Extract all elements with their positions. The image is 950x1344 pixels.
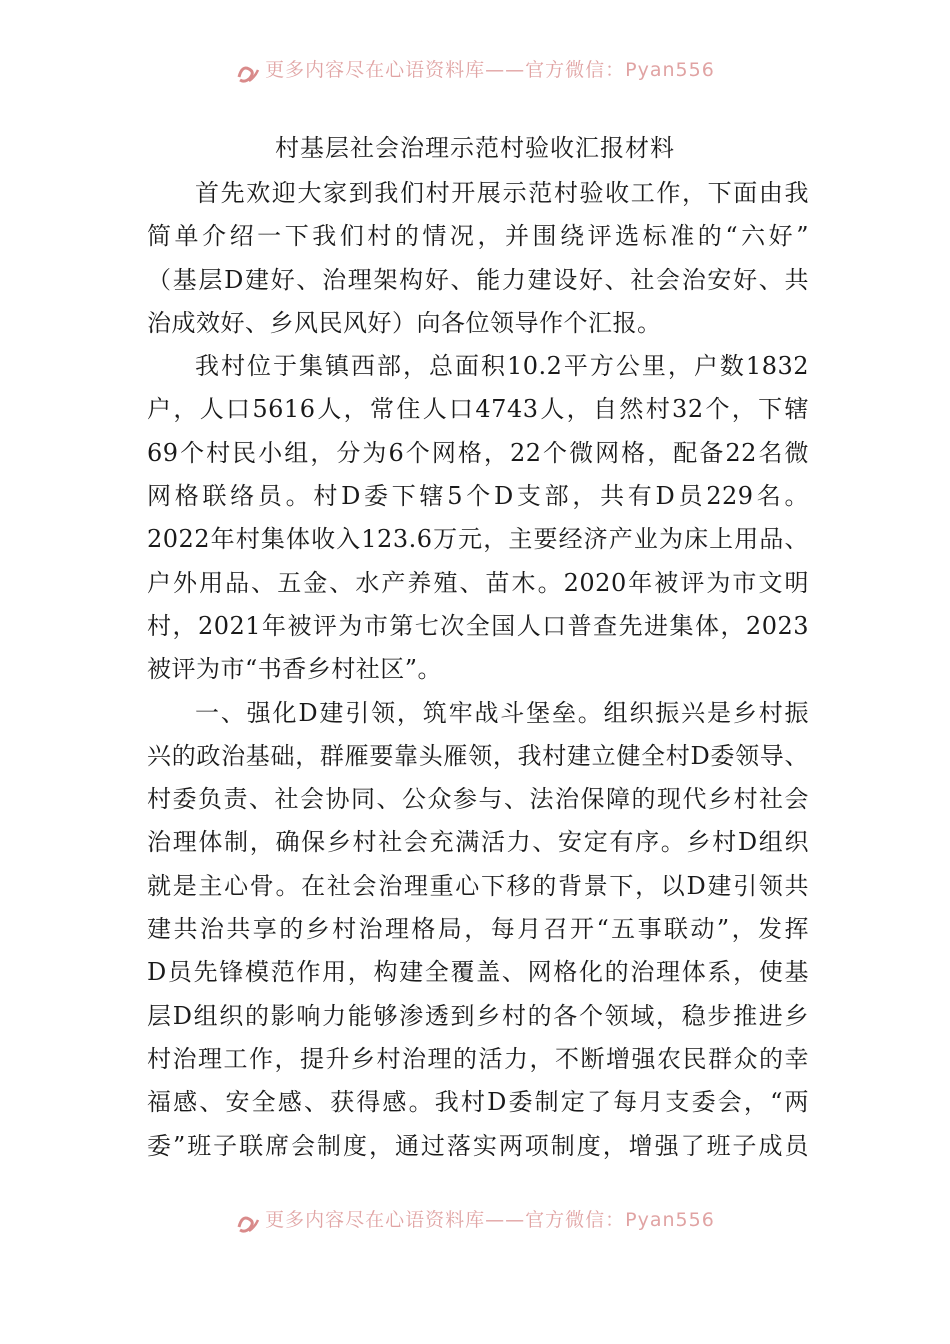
body-line: 被评为市“书香乡村社区”。 xyxy=(147,655,443,684)
body-line: 69个村民小组，分为6个网格，22个微网格，配备22名微 xyxy=(147,438,809,467)
watermark-logo-icon xyxy=(235,1211,261,1237)
body-line: 网格联络员。村D委下辖5个D支部，共有D员229名。 xyxy=(147,482,809,511)
body-line: 一、强化D建引领，筑牢战斗堡垒。组织振兴是乡村振 xyxy=(195,698,809,727)
body-line: 治成效好、乡风民风好）向各位领导作个汇报。 xyxy=(147,308,662,337)
body-line: 建共治共享的乡村治理格局，每月召开“五事联动”，发挥 xyxy=(147,915,809,944)
body-line: 村委负责、社会协同、公众参与、法治保障的现代乡村社会 xyxy=(147,785,809,814)
body-line: 委”班子联席会制度，通过落实两项制度，增强了班子成员 xyxy=(147,1131,809,1160)
document-title: 村基层社会治理示范村验收汇报材料 xyxy=(275,134,675,162)
body-line: 兴的政治基础，群雁要靠头雁领，我村建立健全村D委领导、 xyxy=(147,741,809,770)
body-line: （基层D建好、治理架构好、能力建设好、社会治安好、共 xyxy=(147,265,809,294)
document-body xyxy=(147,172,809,1168)
body-line: 层D组织的影响力能够渗透到乡村的各个领域，稳步推进乡 xyxy=(147,1001,809,1030)
body-line: 福感、安全感、获得感。我村D委制定了每月支委会，“两 xyxy=(147,1088,809,1117)
watermark-text: 更多内容尽在心语资料库——官方微信：Pyan556 xyxy=(265,58,715,81)
body-line: 村治理工作，提升乡村治理的活力，不断增强农民群众的幸 xyxy=(147,1044,809,1073)
body-line: 我村位于集镇西部，总面积10.2平方公里，户数1832 xyxy=(195,352,809,381)
watermark-footer xyxy=(0,1208,950,1240)
body-line: 简单介绍一下我们村的情况，并围绕评选标准的“六好” xyxy=(147,222,809,251)
watermark-logo-icon xyxy=(235,61,261,87)
body-line: D员先锋模范作用，构建全覆盖、网格化的治理体系，使基 xyxy=(147,958,809,987)
watermark-header xyxy=(0,58,950,90)
body-line: 户外用品、五金、水产养殖、苗木。2020年被评为市文明 xyxy=(147,568,809,597)
body-line: 治理体制，确保乡村社会充满活力、安定有序。乡村D组织 xyxy=(147,828,809,857)
body-line: 就是主心骨。在社会治理重心下移的背景下，以D建引领共 xyxy=(147,871,809,900)
body-line: 首先欢迎大家到我们村开展示范村验收工作，下面由我 xyxy=(195,179,809,207)
body-line: 村，2021年被评为市第七次全国人口普查先进集体，2023 xyxy=(147,611,809,640)
watermark-text: 更多内容尽在心语资料库——官方微信：Pyan556 xyxy=(265,1208,715,1231)
body-line: 户，人口5616人，常住人口4743人，自然村32个，下辖 xyxy=(147,395,809,424)
body-line: 2022年村集体收入123.6万元，主要经济产业为床上用品、 xyxy=(147,525,809,554)
